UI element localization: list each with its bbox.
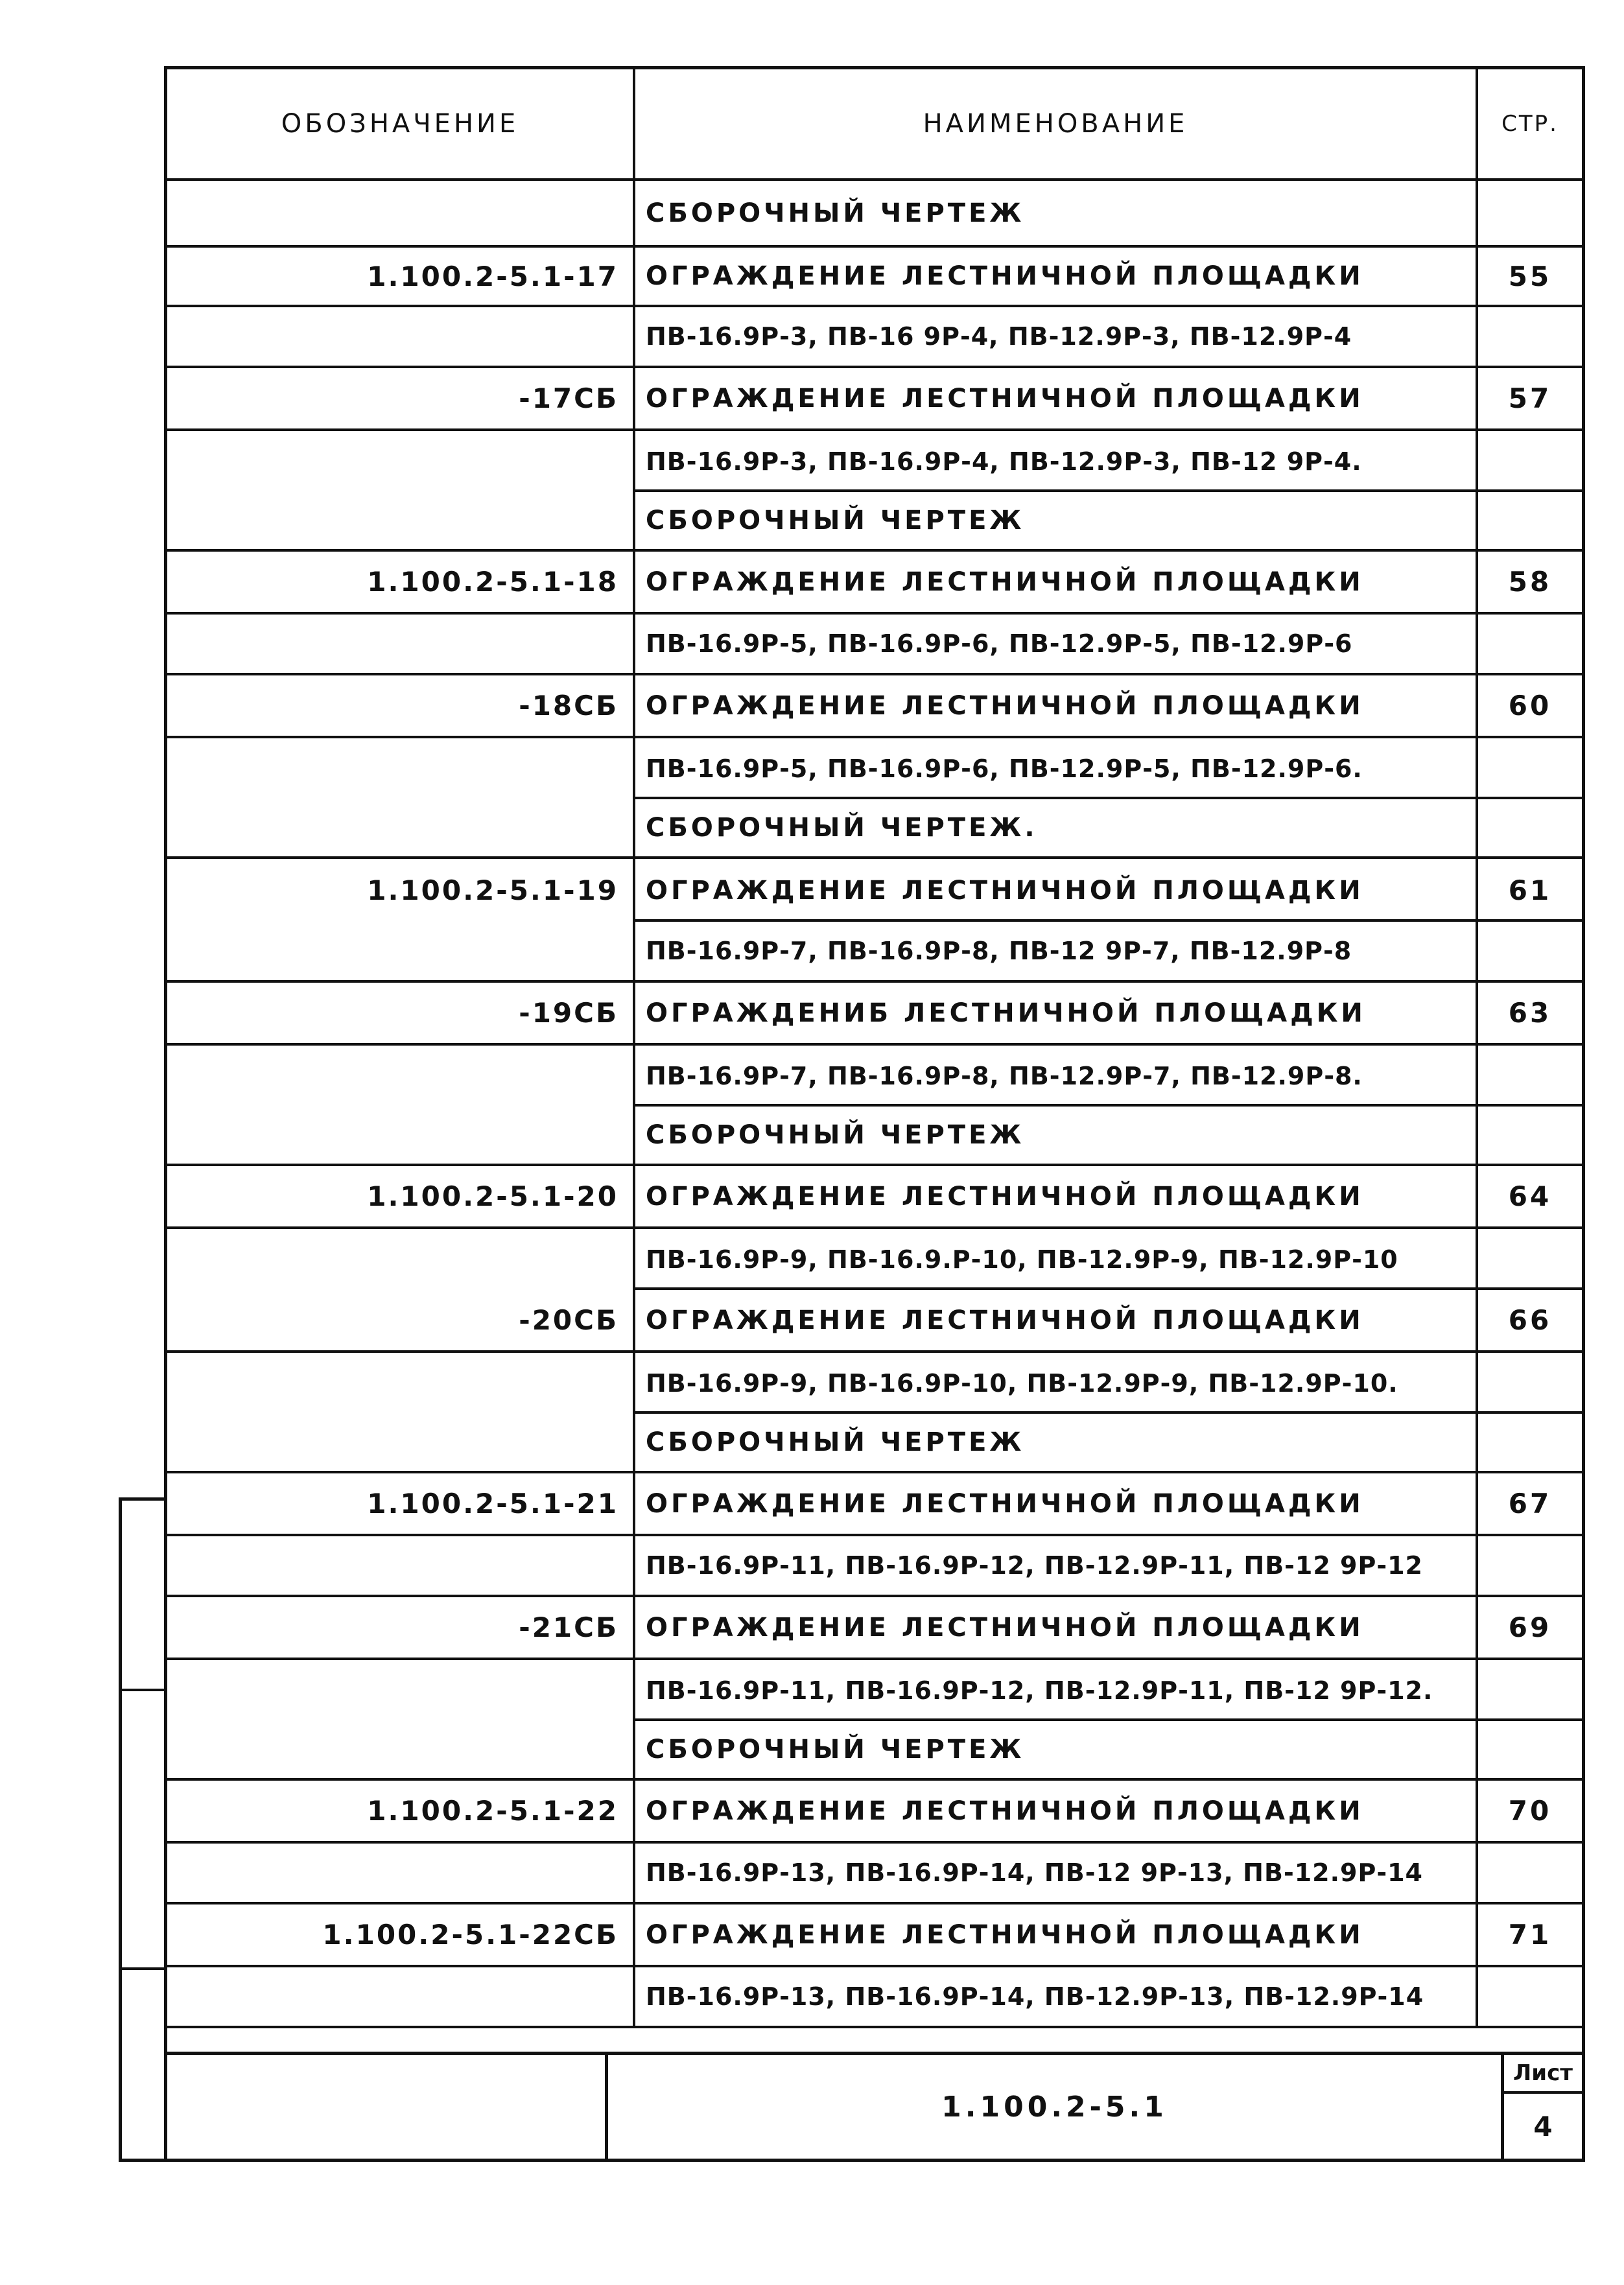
row-designation: 1.100.2-5.1-22 [167, 1781, 635, 1841]
row-name: ПВ-16.9Р-13, ПВ-16.9Р-14, ПВ-12 9Р-13, ПВ-12.9Р-14 [635, 1844, 1478, 1902]
row-page [1478, 922, 1582, 980]
table-row [167, 859, 1582, 922]
table-row [167, 248, 1582, 307]
row-designation [167, 1414, 635, 1471]
row-name: ПВ-16.9Р-5, ПВ-16.9Р-6, ПВ-12.9Р-5, ПВ-12.9Р-6. [635, 738, 1478, 799]
table-row [167, 1844, 1582, 1904]
row-designation [167, 1721, 635, 1778]
table-row [167, 552, 1582, 615]
table-row [167, 1536, 1582, 1597]
row-page [1478, 1967, 1582, 2026]
row-page [1478, 1721, 1582, 1778]
header-page: СТР. [1501, 111, 1559, 137]
row-page [1478, 1844, 1582, 1902]
title-block [164, 2052, 1585, 2162]
row-designation [167, 492, 635, 549]
row-designation [167, 1660, 635, 1721]
table-row [167, 1107, 1582, 1166]
row-page: 66 [1508, 1304, 1552, 1336]
row-designation: 1.100.2-5.1-21 [167, 1473, 635, 1534]
row-designation [167, 738, 635, 799]
margin-stamp [119, 1497, 167, 2162]
table-row [167, 675, 1582, 738]
row-name: ОГРАЖДЕНИЕ ЛЕСТНИЧНОЙ ПЛОЩАДКИ [635, 1166, 1478, 1226]
row-name: ОГРАЖДЕНИЕ ЛЕСТНИЧНОЙ ПЛОЩАДКИ [635, 248, 1478, 305]
table-row [167, 1660, 1582, 1721]
stamp-divider [122, 1967, 167, 1970]
row-designation [167, 181, 635, 245]
row-name: ОГРАЖДЕНИЕ ЛЕСТНИЧНОЙ ПЛОЩАДКИ [635, 368, 1478, 428]
title-block-code: 1.100.2-5.1 [608, 2055, 1504, 2159]
row-page [1478, 181, 1582, 245]
row-designation [167, 1967, 635, 2026]
row-page: 67 [1508, 1488, 1552, 1519]
row-designation [167, 307, 635, 366]
title-block-blank [167, 2055, 608, 2159]
row-name: ОГРАЖДЕНИБ ЛЕСТНИЧНОЙ ПЛОЩАДКИ [635, 983, 1478, 1043]
row-page [1478, 1536, 1582, 1595]
table-row [167, 738, 1582, 799]
row-name: ПВ-16.9Р-13, ПВ-16.9Р-14, ПВ-12.9Р-13, ПВ-12.9Р-14 [635, 1967, 1478, 2026]
table-row [167, 1781, 1582, 1844]
row-page [1478, 431, 1582, 492]
row-designation: -19СБ [167, 983, 635, 1043]
row-page: 61 [1508, 874, 1552, 906]
row-page [1478, 307, 1582, 366]
row-name: ПВ-16.9Р-11, ПВ-16.9Р-12, ПВ-12.9Р-11, ПВ-12 9Р-12. [635, 1660, 1478, 1721]
row-name: ОГРАЖДЕНИЕ ЛЕСТНИЧНОЙ ПЛОЩАДКИ [635, 1290, 1478, 1350]
table-row [167, 1597, 1582, 1660]
row-name: ПВ-16.9Р-3, ПВ-16 9Р-4, ПВ-12.9Р-3, ПВ-12.9Р-4 [635, 307, 1478, 366]
row-page [1478, 1107, 1582, 1164]
row-page [1478, 492, 1582, 549]
header-designation: ОБОЗНАЧЕНИЕ [167, 69, 635, 178]
row-name: ПВ-16.9Р-7, ПВ-16.9Р-8, ПВ-12 9Р-7, ПВ-12.9Р-8 [635, 922, 1478, 980]
row-name: ПВ-16.9Р-3, ПВ-16.9Р-4, ПВ-12.9Р-3, ПВ-12 9Р-4. [635, 431, 1478, 492]
row-page [1478, 1229, 1582, 1290]
row-name: СБОРОЧНЫЙ ЧЕРТЕЖ [635, 1107, 1478, 1164]
table-row [167, 1353, 1582, 1414]
table-row [167, 983, 1582, 1046]
table-row [167, 615, 1582, 675]
row-designation [167, 615, 635, 673]
table-row [167, 1046, 1582, 1107]
row-designation [167, 431, 635, 492]
row-name: ОГРАЖДЕНИЕ ЛЕСТНИЧНОЙ ПЛОЩАДКИ [635, 552, 1478, 612]
stamp-divider [122, 1689, 167, 1691]
row-designation: -21СБ [167, 1597, 635, 1658]
table-header-row [167, 69, 1582, 181]
row-designation [167, 1046, 635, 1107]
row-name: ОГРАЖДЕНИЕ ЛЕСТНИЧНОЙ ПЛОЩАДКИ [635, 1904, 1478, 1965]
row-page [1478, 615, 1582, 673]
row-page: 55 [1508, 260, 1552, 292]
sheet-label: Лист [1504, 2055, 1582, 2094]
table-row [167, 307, 1582, 368]
row-name: СБОРОЧНЫЙ ЧЕРТЕЖ [635, 1721, 1478, 1778]
row-designation: 1.100.2-5.1-19 [167, 859, 635, 922]
table-row [167, 1290, 1582, 1353]
row-designation [167, 1107, 635, 1164]
row-designation: -17СБ [167, 368, 635, 428]
row-page [1478, 738, 1582, 799]
row-name: СБОРОЧНЫЙ ЧЕРТЕЖ [635, 181, 1478, 245]
contents-table-frame [164, 66, 1585, 2052]
table-row [167, 1721, 1582, 1781]
row-page [1478, 1660, 1582, 1721]
row-name: ОГРАЖДЕНИЕ ЛЕСТНИЧНОЙ ПЛОЩАДКИ [635, 1597, 1478, 1658]
row-name: СБОРОЧНЫЙ ЧЕРТЕЖ. [635, 799, 1478, 856]
row-page [1478, 1353, 1582, 1414]
row-name: СБОРОЧНЫЙ ЧЕРТЕЖ [635, 1414, 1478, 1471]
table-row [167, 1904, 1582, 1967]
row-name: ОГРАЖДЕНИЕ ЛЕСТНИЧНОЙ ПЛОЩАДКИ [635, 1473, 1478, 1534]
row-page: 63 [1508, 997, 1552, 1029]
row-page: 70 [1508, 1795, 1552, 1827]
row-page: 60 [1508, 690, 1552, 721]
row-page [1478, 799, 1582, 856]
row-name: ПВ-16.9Р-9, ПВ-16.9.Р-10, ПВ-12.9Р-9, ПВ-12.9Р-10 [635, 1229, 1478, 1290]
row-designation: 1.100.2-5.1-18 [167, 552, 635, 612]
table-row [167, 1166, 1582, 1229]
row-page: 58 [1508, 566, 1552, 598]
row-name: СБОРОЧНЫЙ ЧЕРТЕЖ [635, 492, 1478, 549]
row-designation: 1.100.2-5.1-20 [167, 1166, 635, 1226]
row-page: 64 [1508, 1180, 1552, 1212]
table-row [167, 1473, 1582, 1536]
table-row [167, 492, 1582, 552]
table-row [167, 181, 1582, 248]
row-page: 69 [1508, 1611, 1552, 1643]
row-designation: 1.100.2-5.1-22СБ [167, 1904, 635, 1965]
row-name: ПВ-16.9Р-5, ПВ-16.9Р-6, ПВ-12.9Р-5, ПВ-12.9Р-6 [635, 615, 1478, 673]
row-designation: -20СБ [167, 1290, 635, 1350]
table-row [167, 1229, 1582, 1290]
row-designation [167, 1229, 635, 1290]
row-designation [167, 1536, 635, 1595]
table-row [167, 799, 1582, 859]
row-name: ПВ-16.9Р-9, ПВ-16.9Р-10, ПВ-12.9Р-9, ПВ-12.9Р-10. [635, 1353, 1478, 1414]
row-name: ПВ-16.9Р-11, ПВ-16.9Р-12, ПВ-12.9Р-11, ПВ-12 9Р-12 [635, 1536, 1478, 1595]
table-row [167, 431, 1582, 492]
row-designation [167, 1844, 635, 1902]
table-body [167, 181, 1582, 2028]
title-block-sheet [1504, 2055, 1582, 2159]
row-page: 57 [1508, 382, 1552, 414]
row-designation: -18СБ [167, 675, 635, 736]
sheet-number: 4 [1533, 2110, 1553, 2142]
row-designation [167, 1353, 635, 1414]
row-name: ОГРАЖДЕНИЕ ЛЕСТНИЧНОЙ ПЛОЩАДКИ [635, 859, 1478, 922]
row-page [1478, 1046, 1582, 1107]
contents-table [167, 69, 1582, 2028]
row-designation: 1.100.2-5.1-17 [167, 248, 635, 305]
header-name: НАИМЕНОВАНИЕ [635, 69, 1478, 178]
row-page [1478, 1414, 1582, 1471]
table-row [167, 1967, 1582, 2028]
table-row [167, 922, 1582, 983]
row-page: 71 [1508, 1919, 1552, 1951]
row-designation [167, 922, 635, 980]
row-name: ПВ-16.9Р-7, ПВ-16.9Р-8, ПВ-12.9Р-7, ПВ-12.9Р-8. [635, 1046, 1478, 1107]
table-row [167, 1414, 1582, 1473]
row-designation [167, 799, 635, 856]
row-name: ОГРАЖДЕНИЕ ЛЕСТНИЧНОЙ ПЛОЩАДКИ [635, 675, 1478, 736]
row-name: ОГРАЖДЕНИЕ ЛЕСТНИЧНОЙ ПЛОЩАДКИ [635, 1781, 1478, 1841]
table-row [167, 368, 1582, 431]
